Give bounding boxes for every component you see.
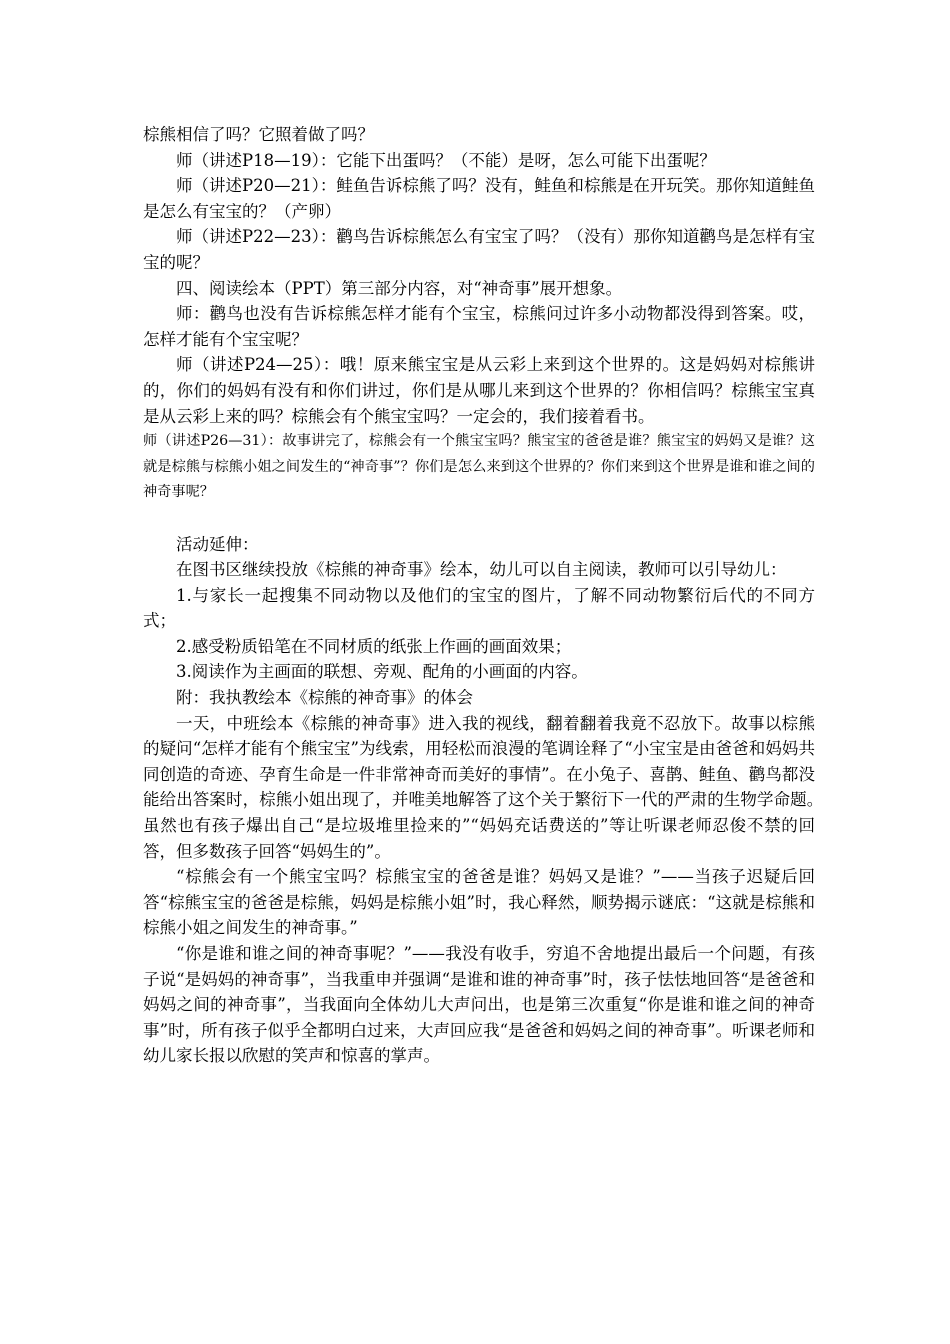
paragraph: 师（讲述P18—19）：它能下出蛋吗？（不能）是呀，怎么可能下出蛋呢？ [176,150,716,170]
paragraph: 师：鹳鸟也没有告诉棕熊怎样才能有个宝宝，棕熊问过许多小动物都没得到答案。哎，怎样才能有个宝宝呢？ [143,304,815,349]
paragraph: 师（讲述P20—21）：鲑鱼告诉棕熊了吗？没有，鲑鱼和棕熊是在开玩笑。那你知道鲑鱼是怎么有宝宝的？（产卵） [143,176,815,221]
paragraph: “你是谁和谁之间的神奇事呢？”——我没有收手，穷追不舍地提出最后一个问题，有孩子说“是妈妈的神奇事”，当我重申并强调“是谁和谁的神奇事”时，孩子怯怯地回答“是爸爸和妈妈之间的神奇事”，当我面向全体幼儿大声问出，也是第三次重复“你是谁和谁之间的神奇事”时，所有孩子似乎全都明白过来，大声回应我“是爸爸和妈妈之间的神奇事”。听课老师和幼儿家长报以欣慰的笑声和惊喜的掌声。 [143,944,815,1066]
list-item: 2.感受粉质铅笔在不同材质的纸张上作画的画面效果； [176,636,572,656]
paragraph: 棕熊相信了吗？它照着做了吗？ [143,125,374,144]
blank-line [143,506,815,532]
section-heading: 四、阅读绘本（PPT）第三部分内容，对“神奇事”展开想象。 [176,278,623,298]
section-heading: 活动延伸： [176,534,259,554]
document-body [143,122,848,1069]
paragraph: 师（讲述P22—23）：鹳鸟告诉棕熊怎么有宝宝了吗？（没有）那你知道鹳鸟是怎样有宝宝的呢？ [143,227,815,272]
paragraph: 在图书区继续投放《棕熊的神奇事》绘本，幼儿可以自主阅读，教师可以引导幼儿： [176,560,787,580]
paragraph: 师（讲述P26—31）：故事讲完了，棕熊会有一个熊宝宝吗？熊宝宝的爸爸是谁？熊宝宝的妈妈又是谁？这就是棕熊与棕熊小姐之间发生的“神奇事”？你们是怎么来到这个世界的？你们来到这个世界是谁和谁之间的神奇事呢？ [143,433,815,501]
list-item: 1.与家长一起搜集不同动物以及他们的宝宝的图片，了解不同动物繁衍后代的不同方式； [143,585,815,631]
paragraph: 师（讲述P24—25）：哦！原来熊宝宝是从云彩上来到这个世界的。这是妈妈对棕熊讲的，你们的妈妈有没有和你们讲过，你们是从哪儿来到这个世界的？你相信吗？棕熊宝宝真是从云彩上来的吗？棕熊会有个熊宝宝吗？一定会的，我们接着看书。 [143,355,815,426]
paragraph: 一天，中班绘本《棕熊的神奇事》进入我的视线，翻着翻着我竟不忍放下。故事以棕熊的疑问“怎样才能有个熊宝宝”为线索，用轻松而浪漫的笔调诠释了“小宝宝是由爸爸和妈妈共同创造的奇迹、孕育生命是一件非常神奇而美好的事情”。在小兔子、喜鹊、鲑鱼、鹳鸟都没能给出答案时，棕熊小姐出现了，并唯美地解答了这个关于繁衍下一代的严肃的生物学命题。 虽然也有孩子爆出自己“是垃圾堆里捡来的”“妈妈充话费送的”等让听课老师忍俊不禁的回答，但多数孩子回答“妈妈生的”。 [143,713,848,861]
paragraph: “棕熊会有一个熊宝宝吗？棕熊宝宝的爸爸是谁？妈妈又是谁？”——当孩子迟疑后回答“棕熊宝宝的爸爸是棕熊，妈妈是棕熊小姐”时，我心释然，顺势揭示谜底：“这就是棕熊和棕熊小姐之间发生的神奇事。” [143,867,815,938]
section-heading: 附：我执教绘本《棕熊的神奇事》的体会 [176,688,473,708]
list-item: 3.阅读作为主画面的联想、旁观、配角的小画面的内容。 [176,662,588,682]
